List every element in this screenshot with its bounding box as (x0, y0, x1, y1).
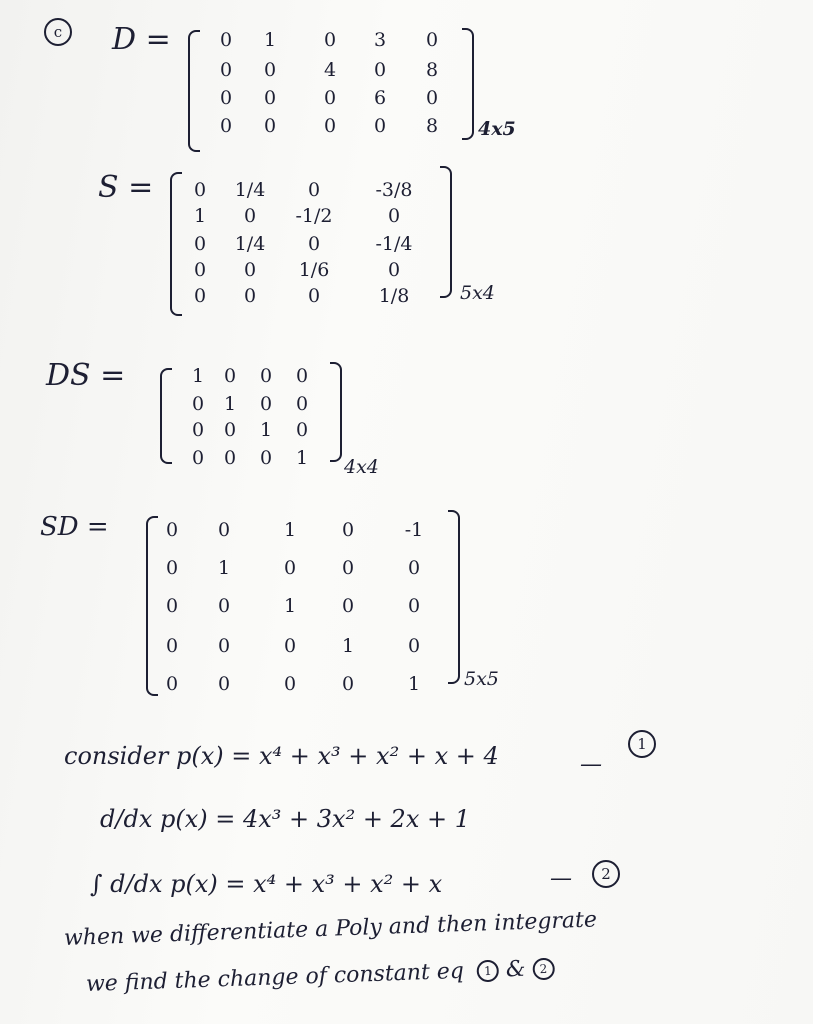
matrix-cell: 0 (295, 365, 309, 387)
matrix-cell: 0 (387, 205, 401, 227)
matrix-cell: 0 (219, 87, 233, 109)
matrix-cell: 1/8 (378, 285, 410, 307)
matrix-cell: 0 (193, 285, 207, 307)
matrix-cell: 0 (217, 595, 231, 617)
matrix-cell: 1 (263, 29, 277, 51)
matrix-cell: 0 (165, 519, 179, 541)
matrix-cell: 0 (407, 635, 421, 657)
equation-1: consider p(x) = x⁴ + x³ + x² + x + 4 (64, 742, 499, 770)
matrix-s-right-bracket (440, 166, 452, 298)
matrix-cell: 0 (259, 365, 273, 387)
matrix-cell: 0 (341, 519, 355, 541)
matrix-cell: 0 (407, 595, 421, 617)
matrix-cell: 1 (223, 393, 237, 415)
matrix-cell: 0 (283, 635, 297, 657)
matrix-cell: 0 (307, 285, 321, 307)
matrix-cell: 0 (223, 447, 237, 469)
matrix-cell: 0 (193, 179, 207, 201)
matrix-cell: 0 (323, 115, 337, 137)
matrix-ds-left-bracket (160, 368, 172, 464)
matrix-s-dimension: 5x4 (460, 282, 495, 304)
matrix-ds-label: DS = (46, 358, 126, 393)
matrix-cell: 1 (217, 557, 231, 579)
matrix-cell: 0 (373, 59, 387, 81)
note-ampersand: & (505, 956, 526, 983)
matrix-cell: 0 (165, 635, 179, 657)
matrix-cell: 0 (219, 115, 233, 137)
matrix-cell: 1 (295, 447, 309, 469)
matrix-cell: 0 (165, 557, 179, 579)
equation-1-dash: — (580, 752, 602, 777)
equation-2: d/dx p(x) = 4x³ + 3x² + 2x + 1 (100, 805, 470, 833)
matrix-cell: -1/2 (295, 205, 333, 227)
matrix-cell: 0 (217, 519, 231, 541)
part-label-circle: c (44, 18, 72, 46)
matrix-cell: 0 (223, 419, 237, 441)
matrix-cell: -1/4 (375, 233, 413, 255)
matrix-cell: 0 (243, 285, 257, 307)
matrix-cell: 0 (219, 29, 233, 51)
matrix-cell: 0 (191, 393, 205, 415)
matrix-cell: 0 (323, 87, 337, 109)
matrix-cell: 0 (243, 259, 257, 281)
matrix-cell: 0 (263, 115, 277, 137)
matrix-cell: 0 (307, 179, 321, 201)
matrix-d-dimension: 4x5 (478, 118, 516, 140)
matrix-cell: 0 (165, 595, 179, 617)
matrix-cell: 0 (283, 673, 297, 695)
matrix-cell: 0 (193, 233, 207, 255)
matrix-cell: 0 (263, 87, 277, 109)
matrix-d-label: D = (112, 22, 171, 57)
matrix-cell: -3/8 (375, 179, 413, 201)
matrix-cell: -1 (404, 519, 424, 541)
matrix-cell: 0 (373, 115, 387, 137)
matrix-cell: 0 (283, 557, 297, 579)
matrix-cell: 1/4 (234, 179, 266, 201)
matrix-s-label: S = (98, 170, 154, 205)
matrix-sd-left-bracket (146, 516, 158, 696)
matrix-d-right-bracket (462, 28, 474, 140)
matrix-sd-label: SD = (40, 512, 109, 542)
note-tag-2: 2 (532, 958, 555, 981)
matrix-cell: 0 (191, 447, 205, 469)
matrix-cell: 1/4 (234, 233, 266, 255)
matrix-sd-right-bracket (448, 510, 460, 684)
equation-3-dash: — (550, 866, 572, 891)
matrix-cell: 3 (373, 29, 387, 51)
matrix-cell: 0 (407, 557, 421, 579)
matrix-cell: 0 (341, 557, 355, 579)
matrix-cell: 0 (307, 233, 321, 255)
matrix-d-left-bracket (188, 30, 200, 152)
matrix-cell: 0 (217, 635, 231, 657)
matrix-cell: 0 (165, 673, 179, 695)
matrix-cell: 0 (223, 365, 237, 387)
note-line-2 (86, 956, 555, 998)
matrix-cell: 0 (295, 419, 309, 441)
matrix-cell: 4 (323, 59, 337, 81)
matrix-cell: 0 (387, 259, 401, 281)
matrix-cell: 0 (425, 29, 439, 51)
matrix-cell: 0 (341, 595, 355, 617)
matrix-cell: 0 (259, 393, 273, 415)
matrix-cell: 1 (283, 519, 297, 541)
note-line-1: when we differentiate a Poly and then integrate (63, 907, 598, 951)
matrix-cell: 0 (263, 59, 277, 81)
matrix-cell: 1/6 (298, 259, 330, 281)
matrix-cell: 6 (373, 87, 387, 109)
matrix-ds-dimension: 4x4 (344, 456, 379, 478)
matrix-cell: 8 (425, 115, 439, 137)
matrix-cell: 0 (295, 393, 309, 415)
matrix-cell: 1 (191, 365, 205, 387)
equation-3-tag: 2 (592, 860, 620, 888)
matrix-cell: 1 (193, 205, 207, 227)
matrix-cell: 0 (425, 87, 439, 109)
equation-1-tag: 1 (628, 730, 656, 758)
matrix-cell: 0 (341, 673, 355, 695)
note-tag-1: 1 (477, 960, 500, 983)
equation-3: ∫ d/dx p(x) = x⁴ + x³ + x² + x (90, 870, 443, 898)
matrix-cell: 0 (323, 29, 337, 51)
matrix-cell: 0 (193, 259, 207, 281)
matrix-cell: 1 (283, 595, 297, 617)
matrix-cell: 0 (191, 419, 205, 441)
matrix-cell: 0 (219, 59, 233, 81)
matrix-cell: 0 (259, 447, 273, 469)
matrix-cell: 8 (425, 59, 439, 81)
matrix-cell: 1 (341, 635, 355, 657)
matrix-cell: 0 (217, 673, 231, 695)
matrix-s-left-bracket (170, 172, 182, 316)
matrix-cell: 0 (243, 205, 257, 227)
matrix-cell: 1 (259, 419, 273, 441)
matrix-ds-right-bracket (330, 362, 342, 462)
note-line-2-text: we find the change of constant eq (85, 958, 465, 997)
matrix-sd-dimension: 5x5 (464, 668, 499, 690)
matrix-cell: 1 (407, 673, 421, 695)
